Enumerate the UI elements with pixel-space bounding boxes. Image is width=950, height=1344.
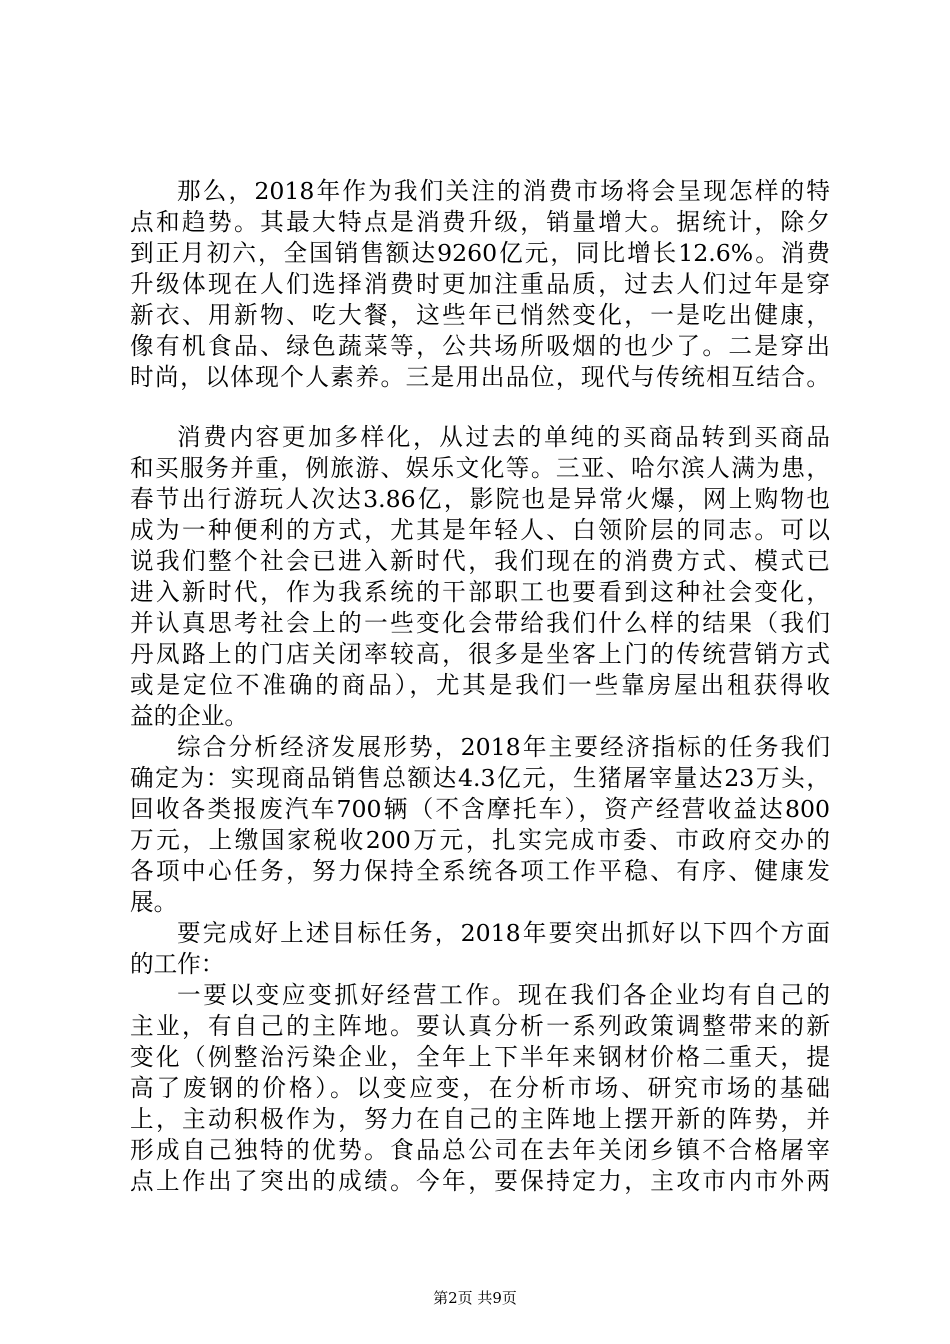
- paragraph-line: 点上作出了突出的成绩。今年，要保持定力，主攻市内市外两: [130, 1167, 830, 1195]
- paragraph-line: 要完成好上述目标任务，2018年要突出抓好以下四个方面: [177, 919, 830, 947]
- paragraph-line: 回收各类报废汽车700辆（不含摩托车），资产经营收益达800: [130, 795, 830, 823]
- paragraph-line: 到正月初六，全国销售额达9260亿元，同比增长12.6%。消费: [130, 239, 830, 267]
- paragraph-line: 说我们整个社会已进入新时代，我们现在的消费方式、模式已: [130, 547, 830, 575]
- paragraph-line: 点和趋势。其最大特点是消费升级，销量增大。据统计，除夕: [130, 208, 830, 236]
- paragraph-line: 进入新时代，作为我系统的干部职工也要看到这种社会变化，: [130, 578, 830, 606]
- paragraph-line: 各项中心任务，努力保持全系统各项工作平稳、有序、健康发: [130, 857, 830, 885]
- paragraph-line: 益的企业。: [130, 702, 248, 730]
- paragraph-line: 形成自己独特的优势。食品总公司在去年关闭乡镇不合格屠宰: [130, 1136, 830, 1164]
- paragraph-line: 上，主动积极作为，努力在自己的主阵地上摆开新的阵势，并: [130, 1105, 830, 1133]
- paragraph-line: 主业，有自己的主阵地。要认真分析一系列政策调整带来的新: [130, 1012, 830, 1040]
- paragraph-line: 的工作：: [130, 950, 225, 978]
- paragraph-line: 和买服务并重，例旅游、娱乐文化等。三亚、哈尔滨人满为患，: [130, 454, 830, 482]
- paragraph-line: 消费内容更加多样化，从过去的单纯的买商品转到买商品: [177, 423, 830, 451]
- paragraph-line: 时尚，以体现个人素养。三是用出品位，现代与传统相互结合。: [130, 363, 830, 391]
- paragraph-line: 万元，上缴国家税收200万元，扎实完成市委、市政府交办的: [130, 826, 830, 854]
- paragraph-line: 新衣、用新物、吃大餐，这些年已悄然变化，一是吃出健康，: [130, 301, 830, 329]
- paragraph-line: 确定为：实现商品销售总额达4.3亿元，生猪屠宰量达23万头，: [130, 764, 830, 792]
- paragraph-line: 并认真思考社会上的一些变化会带给我们什么样的结果（我们: [130, 609, 830, 637]
- paragraph-line: 或是定位不准确的商品），尤其是我们一些靠房屋出租获得收: [130, 671, 830, 699]
- paragraph-line: 像有机食品、绿色蔬菜等，公共场所吸烟的也少了。二是穿出: [130, 332, 830, 360]
- paragraph-line: 那么，2018年作为我们关注的消费市场将会呈现怎样的特: [177, 177, 830, 205]
- paragraph-line: 高了废钢的价格）。以变应变，在分析市场、研究市场的基础: [130, 1074, 830, 1102]
- page-number-footer: 第2页 共9页: [433, 1289, 517, 1307]
- paragraph-line: 升级体现在人们选择消费时更加注重品质，过去人们过年是穿: [130, 270, 830, 298]
- paragraph-line: 展。: [130, 888, 178, 916]
- paragraph-line: 丹凤路上的门店关闭率较高，很多是坐客上门的传统营销方式: [130, 640, 830, 668]
- paragraph-line: 春节出行游玩人次达3.86亿，影院也是异常火爆，网上购物也: [130, 485, 830, 513]
- paragraph-line: 变化（例整治污染企业，全年上下半年来钢材价格二重天，提: [130, 1043, 830, 1071]
- paragraph-line: 成为一种便利的方式，尤其是年轻人、白领阶层的同志。可以: [130, 516, 830, 544]
- paragraph-line: 综合分析经济发展形势，2018年主要经济指标的任务我们: [177, 733, 830, 761]
- paragraph-line: 一要以变应变抓好经营工作。现在我们各企业均有自己的: [177, 981, 830, 1009]
